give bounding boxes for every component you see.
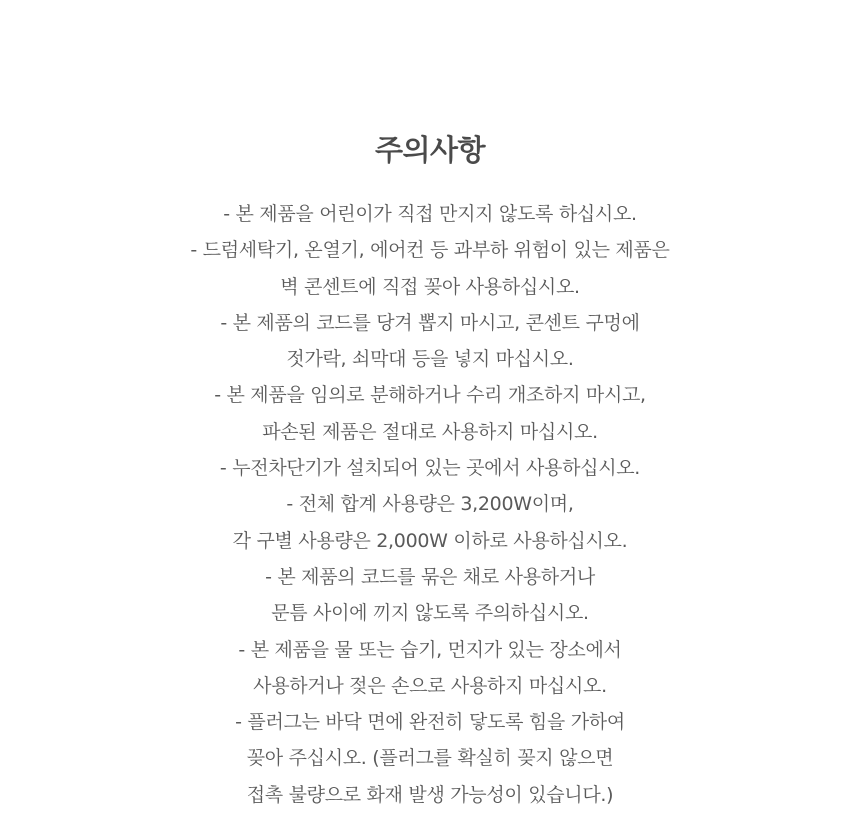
caution-line: 파손된 제품은 절대로 사용하지 마십시오.: [262, 420, 598, 443]
caution-line: - 전체 합계 사용량은 3,200W이며,: [286, 493, 574, 516]
caution-line: 꽂아 주십시오. (플러그를 확실히 꽂지 않으면: [246, 747, 614, 770]
caution-line: - 드럼세탁기, 온열기, 에어컨 등 과부하 위험이 있는 제품은: [190, 239, 670, 262]
caution-line: - 본 제품을 임의로 분해하거나 수리 개조하지 마시고,: [214, 384, 646, 407]
caution-line: - 본 제품의 코드를 당겨 뽑지 마시고, 콘센트 구멍에: [220, 311, 640, 334]
caution-line: 접촉 불량으로 화재 발생 가능성이 있습니다.): [246, 783, 614, 806]
caution-line: - 누전차단기가 설치되어 있는 곳에서 사용하십시오.: [219, 457, 641, 480]
caution-line: 벽 콘센트에 직접 꽂아 사용하십시오.: [280, 275, 580, 298]
caution-line: 사용하거나 젖은 손으로 사용하지 마십시오.: [253, 674, 607, 697]
caution-line: 젓가락, 쇠막대 등을 넣지 마십시오.: [286, 348, 574, 371]
caution-line: - 본 제품의 코드를 묶은 채로 사용하거나: [265, 565, 595, 588]
caution-line: - 플러그는 바닥 면에 완전히 닿도록 힘을 가하여: [235, 711, 625, 734]
caution-line: - 본 제품을 어린이가 직접 만지지 않도록 하십시오.: [223, 203, 637, 225]
caution-list: [0, 196, 860, 813]
caution-line: 각 구별 사용량은 2,000W 이하로 사용하십시오.: [232, 529, 628, 552]
caution-line: 문틈 사이에 끼지 않도록 주의하십시오.: [271, 602, 589, 625]
caution-line: - 본 제품을 물 또는 습기, 먼지가 있는 장소에서: [238, 638, 622, 661]
page-title: 주의사항: [374, 133, 486, 167]
